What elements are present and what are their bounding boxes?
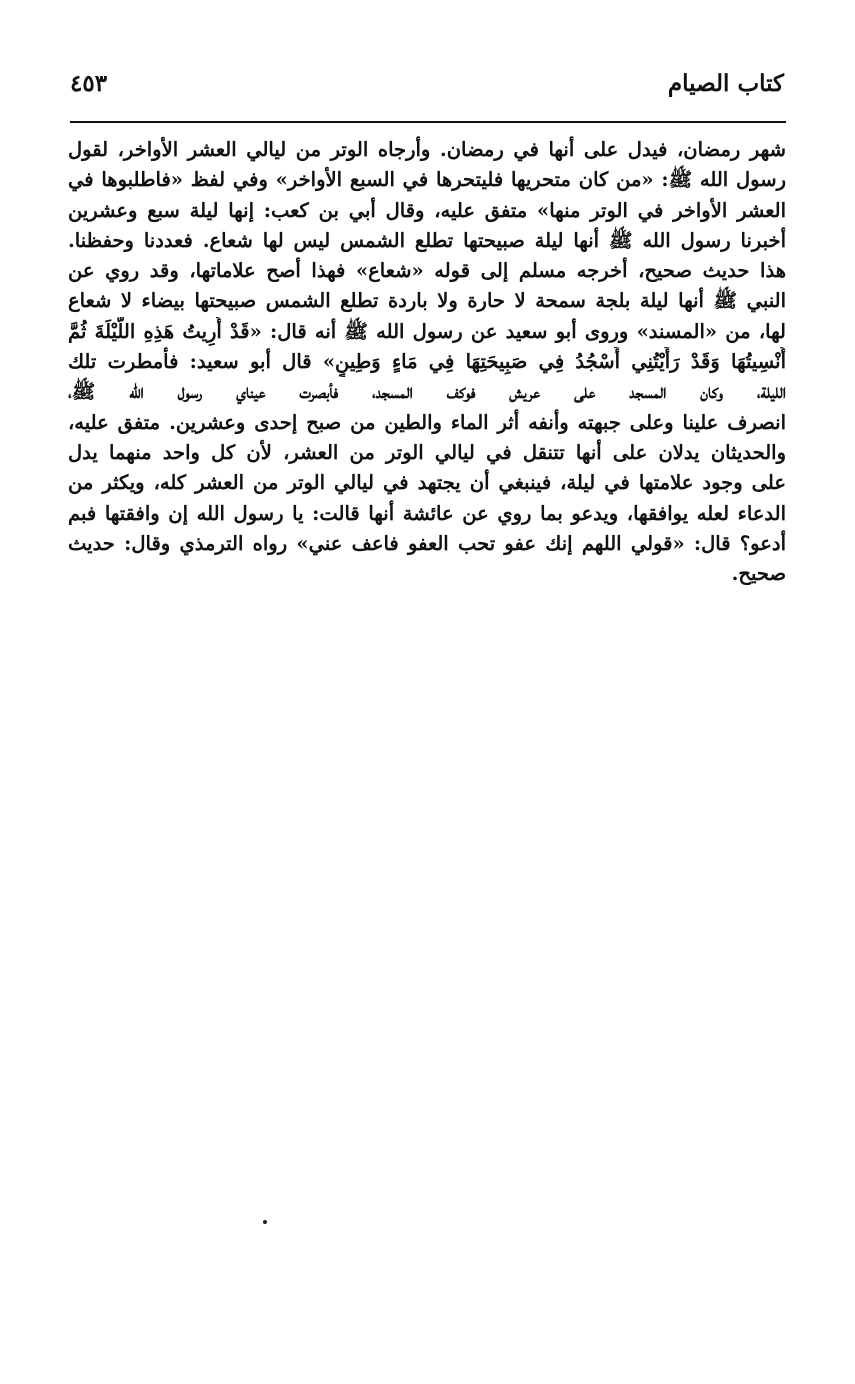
text-line: أُنْسِيتُهَا وَقَدْ رَأَيْتُنِي أَسْجُدُ فِي صَبِيحَتِهَا فِي مَاءٍ وَطِينٍ» قال أبو سعيد: فأمطرت تلك	[68, 350, 786, 374]
body-text	[68, 135, 786, 589]
text-line: والحديثان يدلان على أنها تتنقل في ليالي الوتر من العشر، لأن كل واحد منهما يدل	[68, 440, 786, 464]
text-line: انصرف علينا وعلى جبهته وأنفه أثر الماء والطين من صبح إحدى وعشرين. متفق عليه،	[68, 410, 786, 434]
text-line: هذا حديث صحيح، أخرجه مسلم إلى قوله «شعاع» فهذا أصح علاماتها، وقد روي عن	[68, 259, 786, 283]
header-rule	[70, 121, 786, 123]
text-line: أخبرنا رسول الله ﷺ أنها ليلة صبيحتها تطلع الشمس ليس لها شعاع. فعددنا وحفظنا.	[68, 228, 786, 252]
text-line: على وجود علامتها في ليلة، فينبغي أن يجتهد في ليالي الوتر من العشر كله، ويكثر من	[68, 471, 786, 495]
text-line: لها، من «المسند» وروى أبو سعيد عن رسول الله ﷺ أنه قال: «قَدْ أُرِيتُ هَذِهِ اللَّيْلَةَ ثُمَّ	[68, 319, 786, 343]
chapter-title: كتاب الصيام	[667, 70, 784, 97]
text-line: الدعاء لعله يوافقها، ويدعو بما روي عن عائشة أنها قالت: يا رسول الله إن وافقتها فبم	[68, 501, 786, 525]
text-line: صحيح.	[731, 562, 786, 586]
text-line: العشر الأواخر في الوتر منها» متفق عليه، وقال أبي بن كعب: إنها ليلة سبع وعشرين	[68, 198, 786, 222]
scan-speck	[263, 1220, 267, 1224]
text-line: أدعو؟ قال: «قولي اللهم إنك عفو تحب العفو فاعف عني» رواه الترمذي وقال: حديث	[68, 531, 786, 555]
page-number: ٤٥٣	[70, 70, 108, 97]
text-line: النبي ﷺ أنها ليلة بلجة سمحة لا حارة ولا باردة تطلع الشمس صبيحتها بيضاء لا شعاع	[68, 289, 786, 313]
text-line: رسول الله ﷺ: «من كان متحريها فليتحرها في السبع الأواخر» وفي لفظ «فاطلبوها في	[68, 168, 786, 192]
text-line: شهر رمضان، فيدل على أنها في رمضان. وأرجاه الوتر من ليالي العشر الأواخر، لقول	[68, 138, 786, 161]
running-header	[70, 66, 784, 106]
text-line: الليلة، وكان المسجد على عريش فوكف المسجد، فأبصرت عيناي رسول الله ﷺ،	[68, 380, 786, 404]
